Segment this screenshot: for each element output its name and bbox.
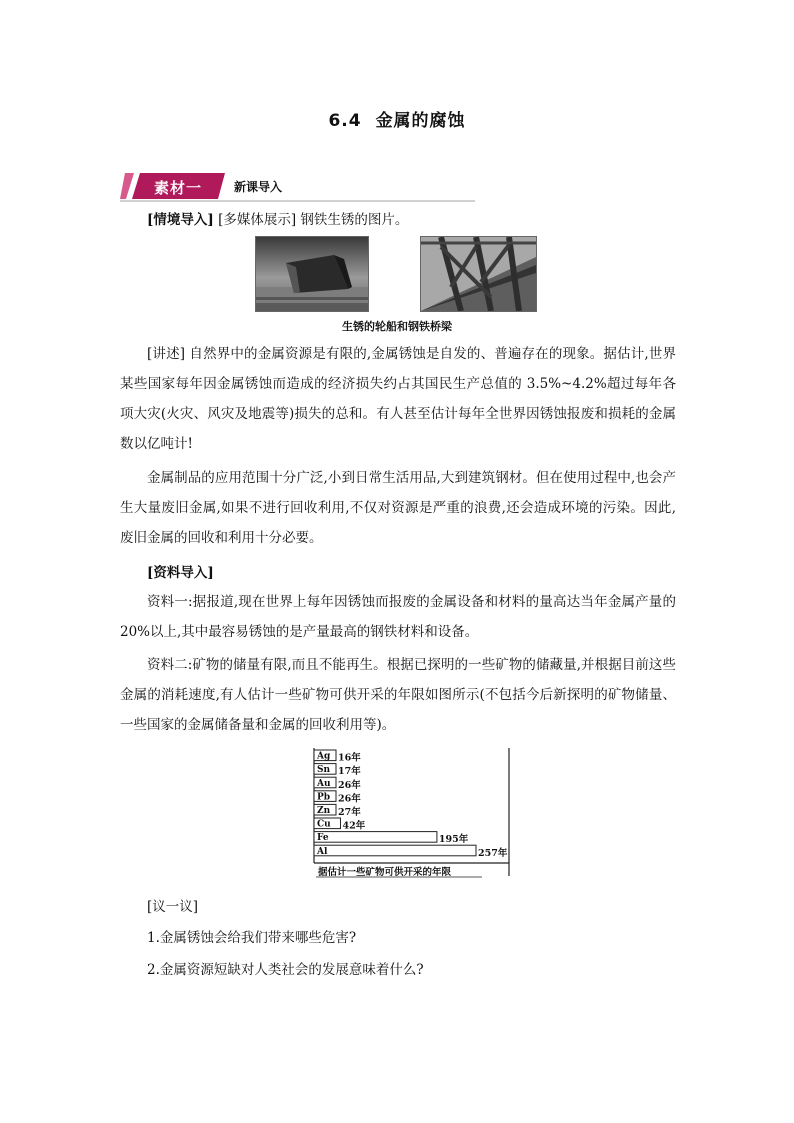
material-one: 资料一:据报道,现在世界上每年因锈蚀而报废的金属设备和材料的量高达当年金属产量的 20%以上,其中最容易锈蚀的是产量最高的钢铁材料和设备。 [120, 594, 676, 640]
chart-value-label: 26年 [338, 779, 361, 791]
rusty-bridge-image [420, 236, 537, 312]
banner-tag: 素材一 [154, 179, 203, 197]
chart-bar-fe [314, 832, 437, 843]
chart-category-label: Sn [317, 765, 331, 776]
mining-years-chart [310, 748, 512, 878]
mining-years-chart-svg [310, 748, 512, 878]
intro-media: [多媒体展示] [218, 212, 297, 228]
chart-category-label: Ag [317, 751, 331, 762]
chart-category-label: Pb [317, 792, 331, 803]
chart-value-label: 195年 [438, 834, 469, 846]
chart-category-label: Cu [317, 819, 331, 830]
data-intro-label [147, 561, 214, 581]
section-title: 金属的腐蚀 [375, 111, 466, 131]
section-number: 6.4 [328, 111, 362, 131]
chart-value-label: 16年 [338, 752, 361, 764]
lecture-paragraph: [讲述] 自然界中的金属资源是有限的,金属锈蚀是自发的、普遍存在的现象。据估计,世界某些国家每年因金属锈蚀而造成的经济损失约占其国民生产总值的 3.5%~4.2%超过每年各项大灾(火灾、风灾及地震等)损失的总和。有人甚至估计每年全世界因锈蚀报废和损耗的金属数以亿吨计! [120, 346, 676, 452]
discussion-question-2: 2.金属资源短缺对人类社会的发展意味着什么? [147, 962, 424, 978]
material-two: 资料二:矿物的储量有限,而且不能再生。根据已探明的一些矿物的储藏量,并根据目前这些金属的消耗速度,有人估计一些矿物可供开采的年限如图所示(不包括今后新探明的矿物储量、一些国家的金属储备量和金属的回收利用等)。 [120, 657, 676, 733]
recycling-paragraph: 金属制品的应用范围十分广泛,小到日常生活用品,大到建筑钢材。但在使用过程中,也会产生大量废旧金属,如果不进行回收利用,不仅对资源是严重的浪费,还会造成环境的污染。因此,废旧金属的回收和利用十分必要。 [120, 470, 676, 546]
chart-value-label: 27年 [338, 807, 361, 818]
intro-label: [情境导入] [147, 212, 214, 228]
chart-category-label: Zn [317, 806, 331, 816]
rusty-ship-image [255, 236, 369, 312]
image-caption: 生锈的轮船和钢铁桥梁 [342, 320, 452, 333]
discussion-question-1: 1.金属锈蚀会给我们带来哪些危害? [147, 930, 357, 946]
chart-category-label: Au [317, 778, 331, 789]
chart-category-label: Al [317, 846, 328, 857]
chart-title: 据估计一些矿物可供开采的年限 [318, 867, 452, 878]
data-intro-text: [资料导入] [147, 565, 214, 581]
discussion-label: [议一议] [147, 899, 199, 915]
chart-value-label: 257年 [478, 847, 508, 859]
section-banner [120, 172, 475, 202]
intro-line [147, 208, 408, 228]
chart-value-label: 17年 [338, 766, 361, 778]
chart-category-label: Fe [317, 833, 329, 844]
chart-value-label: 26年 [338, 793, 361, 805]
page-title [0, 106, 794, 131]
chart-bar-al [314, 845, 476, 856]
chart-value-label: 42年 [342, 820, 366, 832]
banner-subtitle: 新课导入 [234, 180, 283, 194]
intro-text: 钢铁生锈的图片。 [300, 212, 409, 228]
